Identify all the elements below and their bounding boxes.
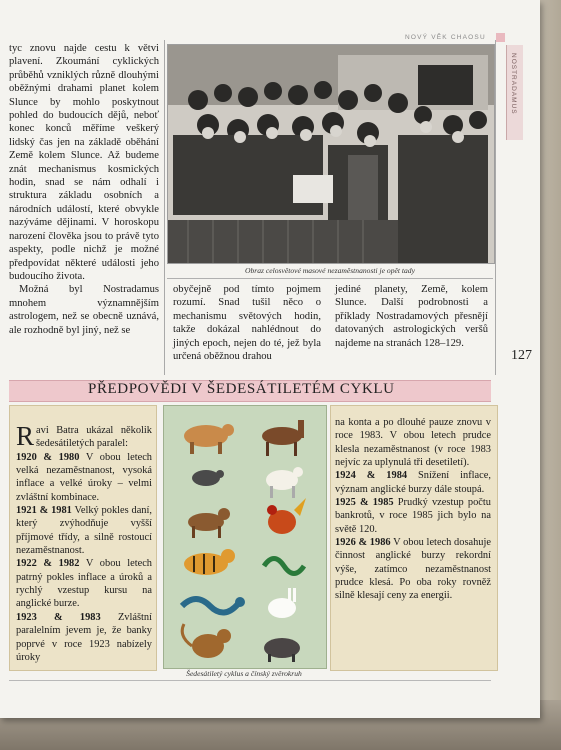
list-item: 1926 & 1986 V obou letech dosahuje činnost anglické burzy rekordní výše, zatímco nezaměstnanost prudce klesá. Po oba roky rovněž silně klesají ceny za energii.: [335, 537, 491, 602]
paragraph: Možná byl Nostradamus mnohem významnějším astrologem, než se obecně uznává, ale rozhodně byl jiný, než se: [9, 284, 159, 336]
list-item: 1925 & 1985 Prudký vzestup počtu bankrotů, v roce 1985 jich bylo na světě 120.: [335, 497, 491, 535]
paragraph: tyc znovu najde cestu k větvi plavení. Zkoumání cyklických průběhů vzniklých různě dlouhými oběžnými drahami planet kolem Slunce by mohlo poskytnout pohled do budoucích dějů, neboť konec konců měříme veškerý lidský čas jen na základě oběhání Země kolem Slunce. Až budeme znát mechanismus kosmických hodin, snad se nám odhalí i struktura základu osobních a národních událostí, které obvykle nazýváme dějinami. V horoskopu narození člověka jsou to právě tyto aspekty, podle nichž je možné předpovídat některé události jeho budoucího života.: [9, 43, 159, 282]
tiger-icon: [184, 549, 235, 575]
box-left-text: [16, 421, 152, 664]
horse-icon: [262, 420, 304, 456]
column-rule-right: [495, 40, 496, 375]
list-item: 1924 & 1984 Snížení inflace, význam anglické burzy dále stoupá.: [335, 470, 491, 495]
column-rule: [164, 40, 165, 375]
side-tab: [506, 45, 523, 140]
crowd-photo-image: [168, 45, 494, 263]
list-item: 1923 & 1983 Zvláštní paralelním jevem je, že banky poprvé v roce 1923 nabízely úroky: [16, 611, 152, 663]
monkey-icon: [182, 624, 231, 658]
unemployment-photo: [167, 44, 495, 264]
side-tab-label: NOSTRADAMUS: [510, 53, 517, 115]
column-2-text: [173, 283, 321, 363]
drop-cap: R: [16, 421, 35, 451]
caption-rule: [167, 278, 493, 279]
running-head: NOVÝ VĚK CHAOSU: [405, 34, 486, 41]
paragraph: jediné planety, Země, kolem Slunce. Další podrobnosti a příklady Nostradamových přesnějí datovaných astrologických veršů najdeme na stranách 128–129.: [335, 284, 488, 349]
box-intro: na konta a po dlouhé pauze znovu v roce 1983. V obou letech prudce klesla nezaměstnanost (v roce 1983 nejvíc za uplynulá tři desetiletí).: [335, 417, 491, 469]
photo-caption: Obraz celosvětové masové nezaměstnanosti je opět tady: [245, 266, 415, 275]
zodiac-caption: Šedesátiletý cyklus a čínský zvěrokruh: [186, 669, 302, 678]
ox-icon: [184, 424, 234, 454]
zodiac-image: [163, 405, 327, 669]
paragraph: obyčejně pod tímto pojmem rozumí. Snad tušil něco o mechanismu světových hodin, takže dokázal nahlédnout do jiných epoch, nejen do té, jež byla určená oběžnou drahou: [173, 284, 321, 363]
list-item: 1922 & 1982 V obou letech patrný pokles inflace a úroků a rychlý vzestup kursu na anglické burze.: [16, 558, 152, 610]
zodiac-animals: [164, 406, 326, 668]
dragon-icon: [182, 597, 245, 613]
rabbit-icon: [268, 588, 296, 618]
list-item: 1920 & 1980 V obou letech velká nezaměstnanost, vysoká inflace a velké úroky – velmi zvláštní kombinace.: [16, 451, 152, 503]
section-title: PŘEDPOVĚDI V ŠEDESÁTILETÉM CYKLU: [88, 381, 395, 397]
list-item: 1921 & 1981 Velký pokles daní, který zvýhodňuje vyšší příjmové třídy, a silně rostoucí nezaměstnanost.: [16, 505, 152, 557]
rat-icon: [192, 470, 224, 486]
box-intro: Ravi Batra ukázal několik šedesátiletých paralel:: [16, 421, 152, 451]
running-head-mark: [496, 33, 505, 42]
column-1-text: [9, 42, 159, 337]
column-3-text: [335, 283, 488, 350]
pig-icon: [264, 638, 300, 662]
rooster-icon: [267, 498, 306, 534]
box-right-text: [335, 416, 491, 603]
dog-icon: [188, 508, 230, 538]
bottom-rule: [9, 680, 491, 681]
page-number: 127: [511, 348, 532, 363]
goat-icon: [266, 467, 303, 498]
snake-icon: [264, 559, 304, 574]
